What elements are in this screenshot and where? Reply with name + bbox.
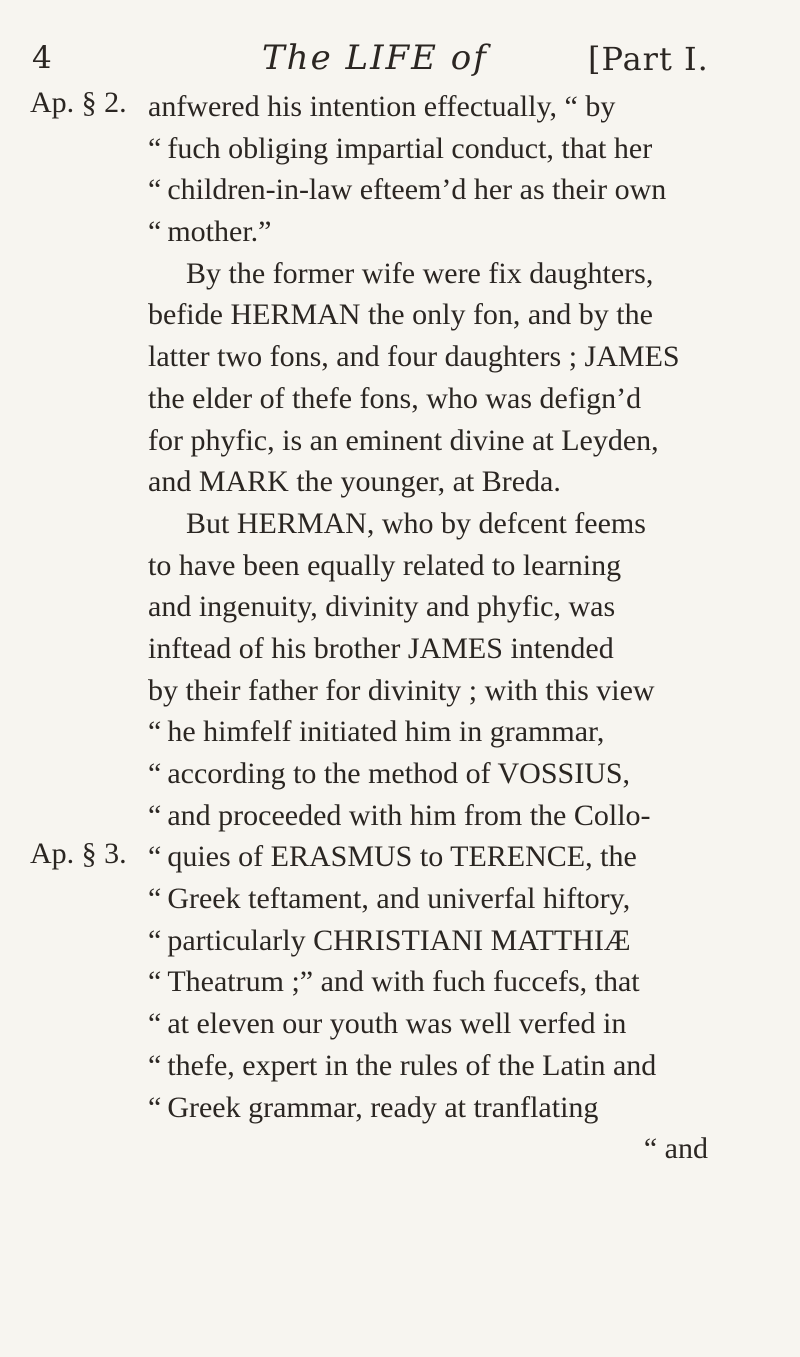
text-line	[148, 795, 778, 837]
text-line	[148, 169, 778, 211]
quote-mark: “	[148, 173, 162, 207]
margin-note-ap-3: Ap. § 3.	[30, 837, 127, 870]
quote-mark: “	[148, 1007, 162, 1041]
quote-mark: “	[148, 215, 162, 249]
page-number: 4	[32, 40, 52, 76]
quote-mark: “	[148, 840, 162, 874]
text-line	[148, 670, 778, 712]
line-text: and proceeded with him from the Collo-	[167, 798, 651, 832]
text-line	[148, 961, 778, 1003]
text-line	[148, 753, 778, 795]
part-label: [Part I.	[588, 40, 709, 78]
line-text: and ingenuity, divinity and phyfic, was	[148, 590, 616, 624]
text-line	[148, 1087, 778, 1129]
text-line	[148, 86, 778, 128]
line-text: he himfelf initiated him in grammar,	[167, 715, 605, 749]
quote-mark: “	[148, 1090, 162, 1124]
quote-mark: “	[148, 1048, 162, 1082]
quote-mark: “	[148, 965, 162, 999]
quote-mark: “	[148, 798, 162, 832]
body-text	[148, 86, 778, 1170]
text-line	[148, 1045, 778, 1087]
line-text: children-in-law efteem’d her as their own	[167, 173, 667, 207]
margin-note-ap-2: Ap. § 2.	[30, 86, 127, 119]
line-text: anfwered his intention effectually, “ by	[148, 90, 616, 123]
text-line	[148, 920, 778, 962]
catchword: “ and	[643, 1132, 708, 1166]
line-text: By the former wife were fix daughters,	[186, 256, 654, 290]
line-text: latter two fons, and four daughters ; JAMES	[148, 340, 680, 374]
running-title: The LIFE of	[262, 38, 488, 78]
line-text: at eleven our youth was well verfed in	[167, 1007, 627, 1041]
text-line	[148, 711, 778, 753]
quote-mark: “	[148, 715, 162, 749]
text-line	[148, 545, 778, 587]
line-text: thefe, expert in the rules of the Latin and	[167, 1048, 657, 1082]
text-line	[148, 878, 778, 920]
line-text: for phyfic, is an eminent divine at Leyden,	[148, 423, 659, 457]
line-text: Greek teftament, and univerfal hiftory,	[167, 882, 631, 916]
running-header	[0, 38, 800, 82]
text-line	[148, 1003, 778, 1045]
line-text: befide HERMAN the only fon, and by the	[148, 298, 653, 332]
line-text: and MARK the younger, at Breda.	[148, 465, 561, 499]
text-line	[148, 128, 778, 170]
text-line	[148, 628, 778, 670]
text-line	[148, 211, 778, 253]
line-text: But HERMAN, who by defcent feems	[186, 506, 646, 540]
text-line	[148, 378, 778, 420]
quote-mark: “	[148, 923, 162, 957]
text-line	[148, 420, 778, 462]
text-line	[148, 461, 778, 503]
text-line	[148, 294, 778, 336]
line-text: Theatrum ;” and with fuch fuccefs, that	[167, 965, 640, 999]
quote-mark: “	[148, 757, 162, 790]
text-line	[148, 503, 778, 545]
quote-mark: “	[148, 882, 162, 916]
line-text: according to the method of VOSSIUS,	[167, 757, 631, 790]
line-text: fuch obliging impartial conduct, that her	[167, 131, 653, 165]
line-text: Greek grammar, ready at tranflating	[167, 1090, 599, 1124]
quote-mark: “	[148, 131, 162, 165]
text-line	[148, 586, 778, 628]
line-text: to have been equally related to learning	[148, 548, 622, 582]
line-text: quies of ERASMUS to TERENCE, the	[167, 840, 637, 874]
line-text: the elder of thefe fons, who was defign’d	[148, 381, 642, 415]
text-line	[148, 253, 778, 295]
line-text: inftead of his brother JAMES intended	[148, 631, 614, 665]
line-text: particularly CHRISTIANI MATTHIÆ	[167, 923, 631, 957]
text-line	[148, 336, 778, 378]
line-text: mother.”	[167, 215, 272, 249]
text-line	[148, 836, 778, 878]
line-text: by their father for divinity ; with this view	[148, 673, 655, 707]
